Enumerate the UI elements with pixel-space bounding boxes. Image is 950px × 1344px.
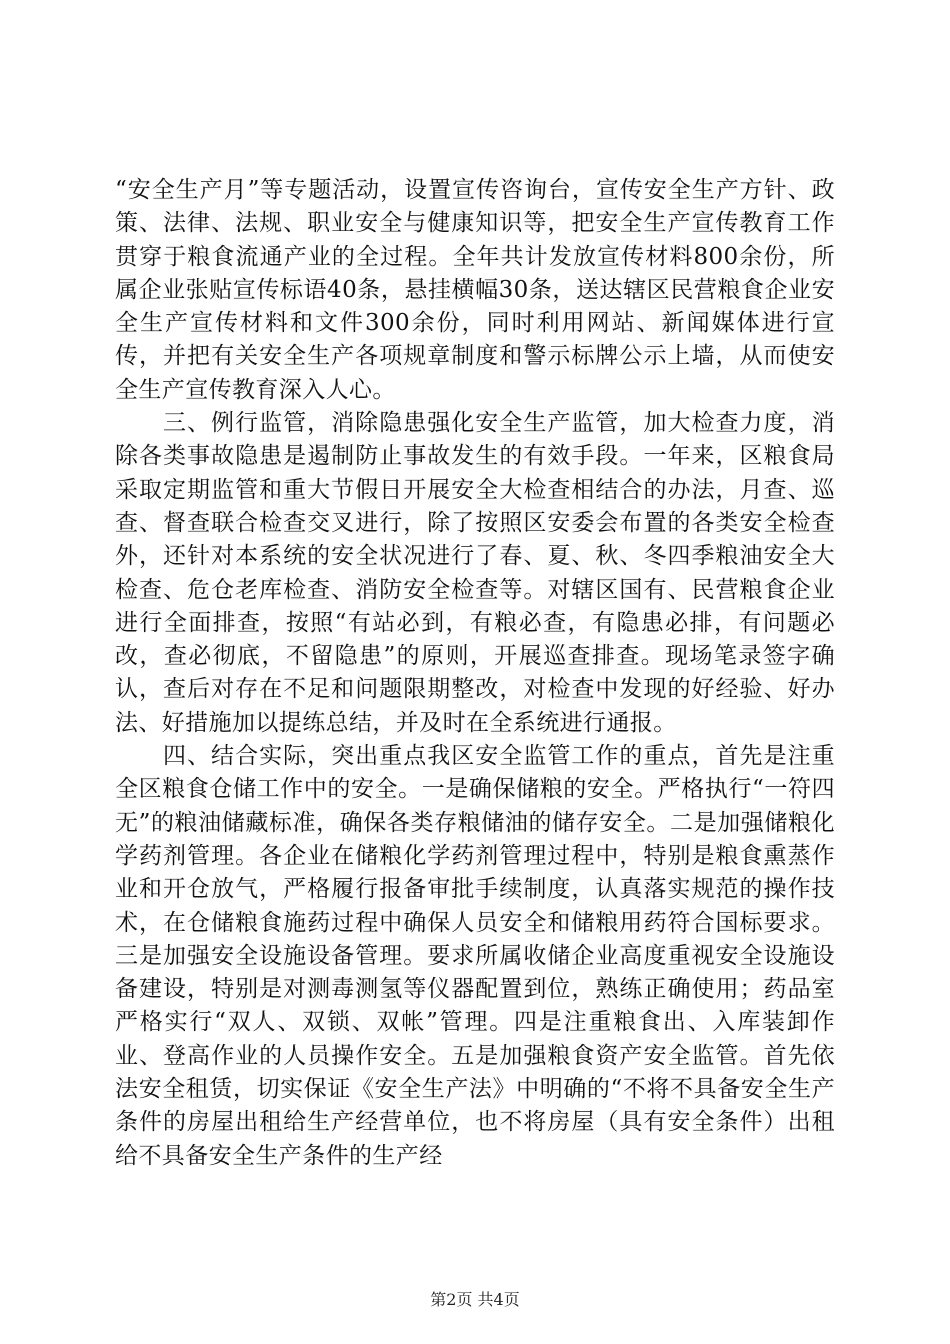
document-body [115,174,835,1173]
page-number-footer: 第2页 共4页 [430,1290,520,1309]
paragraph-publicity: “安全生产月”等专题活动，设置宣传咨询台，宣传安全生产方针、政策、法律、法规、职业安全与健康知识等，把安全生产宣传教育工作贯穿于粮食流通产业的全过程。全年共计发放宣传材料800余份，所属企业张贴宣传标语40条，悬挂横幅30条，送达辖区民营粮食企业安全生产宣传材料和文件300余份，同时利用网站、新闻媒体进行宣传，并把有关安全生产各项规章制度和警示标牌公示上墙，从而使安全生产宣传教育深入人心。 [115,177,835,403]
paragraph-focus-key-points: 四、结合实际，突出重点我区安全监管工作的重点，首先是注重全区粮食仓储工作中的安全。一是确保储粮的安全。严格执行“一符四无”的粮油储藏标准，确保各类存粮储油的储存安全。二是加强储粮化学药剂管理。各企业在储粮化学药剂管理过程中，特别是粮食熏蒸作业和开仓放气，严格履行报备审批手续制度，认真落实规范的操作技术，在仓储粮食施药过程中确保人员安全和储粮用药符合国标要求。三是加强安全设施设备管理。要求所属收储企业高度重视安全设施设备建设，特别是对测毒测氢等仪器配置到位，熟练正确使用；药品室严格实行“双人、双锁、双帐”管理。四是注重粮食出、入库装卸作业、登高作业的人员操作安全。五是加强粮食资产安全监管。首先依法安全租赁，切实保证《安全生产法》中明确的“不将不具备安全生产条件的房屋出租给生产经营单位，也不将房屋（具有安全条件）出租给不具备安全生产条件的生产经 [115,743,835,1169]
paragraph-routine-supervision: 三、例行监管，消除隐患强化安全生产监管，加大检查力度，消除各类事故隐患是遏制防止事故发生的有效手段。一年来，区粮食局采取定期监管和重大节假日开展安全大检查相结合的办法，月查、巡查、督查联合检查交叉进行，除了按照区安委会布置的各类安全检查外，还针对本系统的安全状况进行了春、夏、秋、冬四季粮油安全大检查、危仓老库检查、消防安全检查等。对辖区国有、民营粮食企业进行全面排查，按照“有站必到，有粮必查，有隐患必排，有问题必改，查必彻底，不留隐患”的原则，开展巡查排查。现场笔录签字确认，查后对存在不足和问题限期整改，对检查中发现的好经验、好办法、好措施加以提练总结，并及时在全系统进行通报。 [115,410,835,736]
